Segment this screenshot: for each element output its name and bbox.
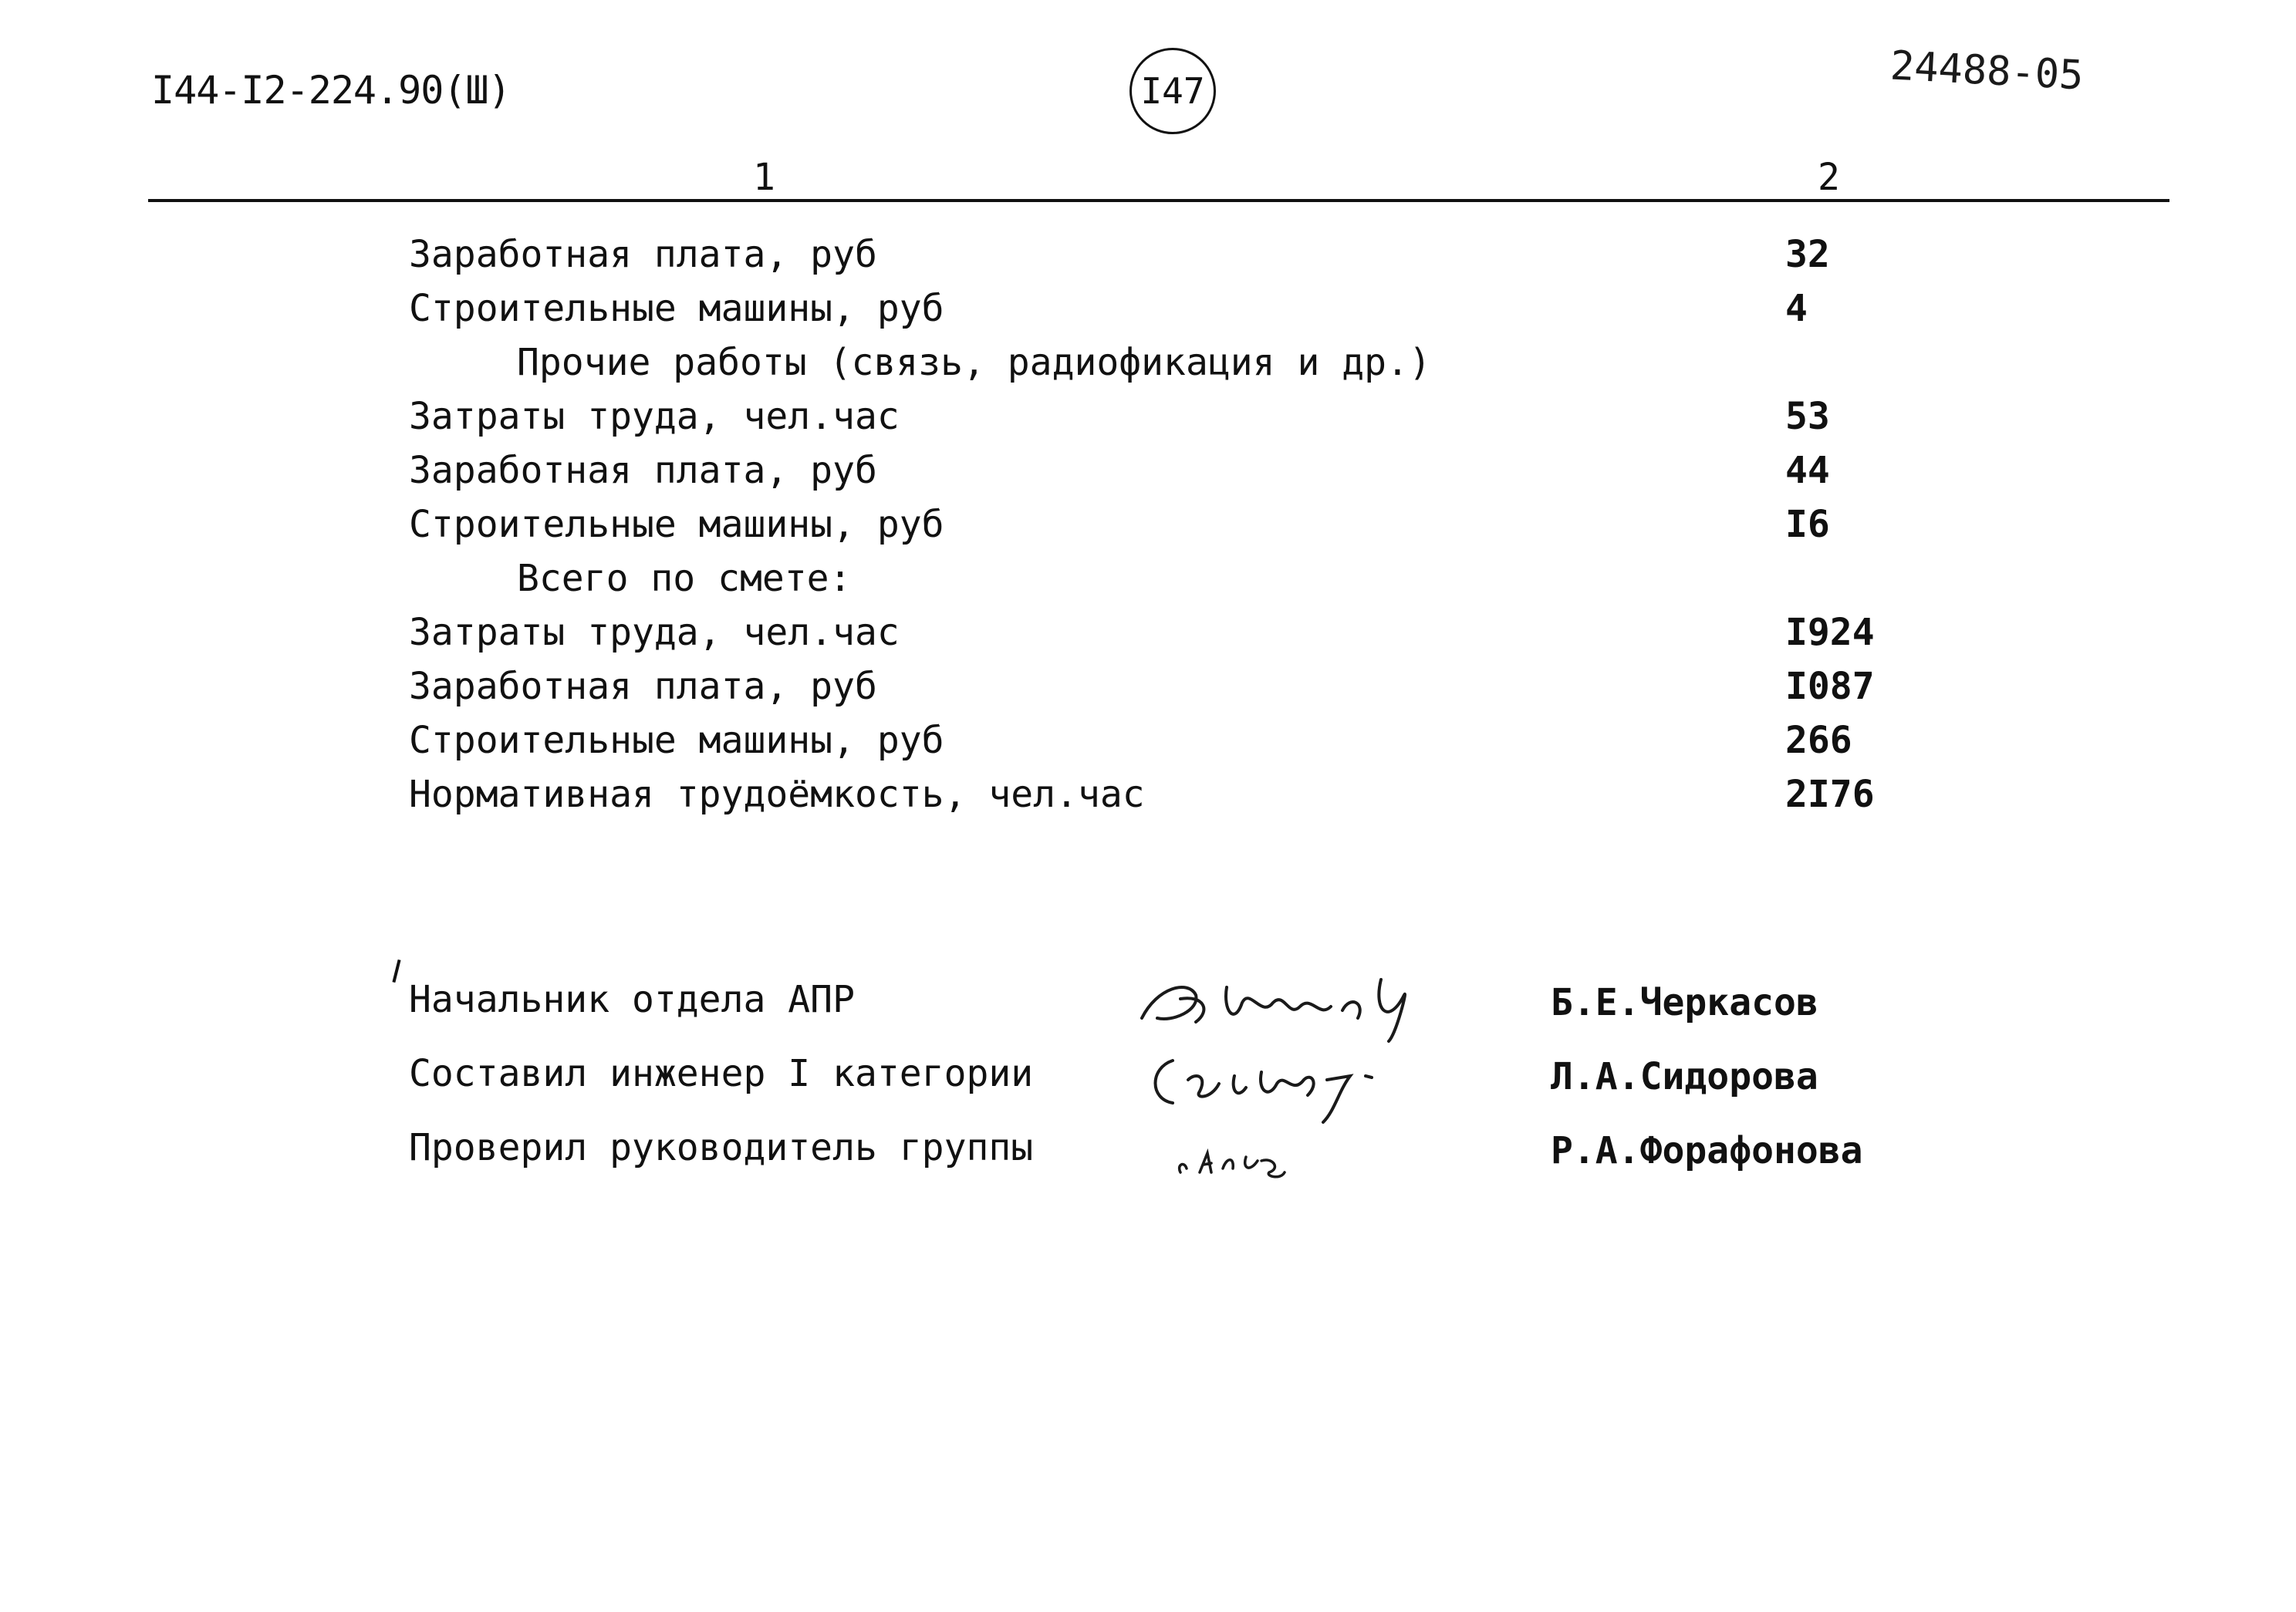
table-row — [409, 228, 1952, 282]
row-label: Заработная плата, руб — [409, 233, 877, 276]
signatory-name: Б.Е.Черкасов — [1551, 981, 1818, 1024]
row-value: 266 — [1785, 719, 1852, 762]
signature-role: Составил инженер I категории — [409, 1052, 1034, 1095]
signature-role: Начальник отдела АПР — [409, 978, 855, 1021]
handwritten-signature — [1142, 1037, 1404, 1130]
page-number-badge — [1129, 48, 1216, 134]
row-value: 44 — [1785, 449, 1830, 492]
row-label: Строительные машины, руб — [409, 503, 944, 546]
table-row — [409, 336, 1952, 390]
signatory-name: Л.А.Сидорова — [1551, 1055, 1818, 1098]
handwritten-initials — [1173, 1134, 1327, 1188]
table-row — [409, 443, 1952, 497]
column-header-2: 2 — [1818, 156, 1840, 199]
table-row — [409, 497, 1952, 551]
row-label: Строительные машины, руб — [409, 287, 944, 330]
row-value: 4 — [1785, 287, 1808, 330]
table-row — [409, 713, 1952, 767]
row-value: 53 — [1785, 395, 1830, 438]
row-label: Строительные машины, руб — [409, 719, 944, 762]
row-value: I6 — [1785, 503, 1830, 546]
estimate-table — [409, 228, 1952, 821]
row-value: I924 — [1785, 611, 1875, 654]
row-value: 32 — [1785, 233, 1830, 276]
table-row — [409, 282, 1952, 336]
section-heading: Всего по смете: — [517, 557, 852, 600]
margin-tick-mark — [392, 959, 400, 983]
document-code: I44-I2-224.90(Ш) — [151, 68, 511, 113]
page-number: I47 — [1140, 70, 1205, 112]
signatory-name: Р.А.Форафонова — [1551, 1129, 1863, 1172]
section-heading: Прочие работы (связь, радиофикация и др.) — [517, 341, 1431, 384]
row-value: 2I76 — [1785, 773, 1875, 816]
table-row — [409, 659, 1952, 713]
column-header-1: 1 — [753, 156, 775, 199]
row-label: Заработная плата, руб — [409, 449, 877, 492]
row-label: Заработная плата, руб — [409, 665, 877, 708]
row-label: Затраты труда, чел.час — [409, 611, 900, 654]
table-row — [409, 605, 1952, 659]
signature-role: Проверил руководитель группы — [409, 1126, 1034, 1169]
handwritten-signature — [1126, 964, 1435, 1049]
row-value: I087 — [1785, 665, 1875, 708]
table-row — [409, 551, 1952, 605]
table-row — [409, 767, 1952, 821]
table-row — [409, 390, 1952, 443]
header-rule — [148, 199, 2169, 202]
row-label: Затраты труда, чел.час — [409, 395, 900, 438]
row-label: Нормативная трудоёмкость, чел.час — [409, 773, 1145, 816]
archive-number: 24488-05 — [1889, 42, 2085, 99]
